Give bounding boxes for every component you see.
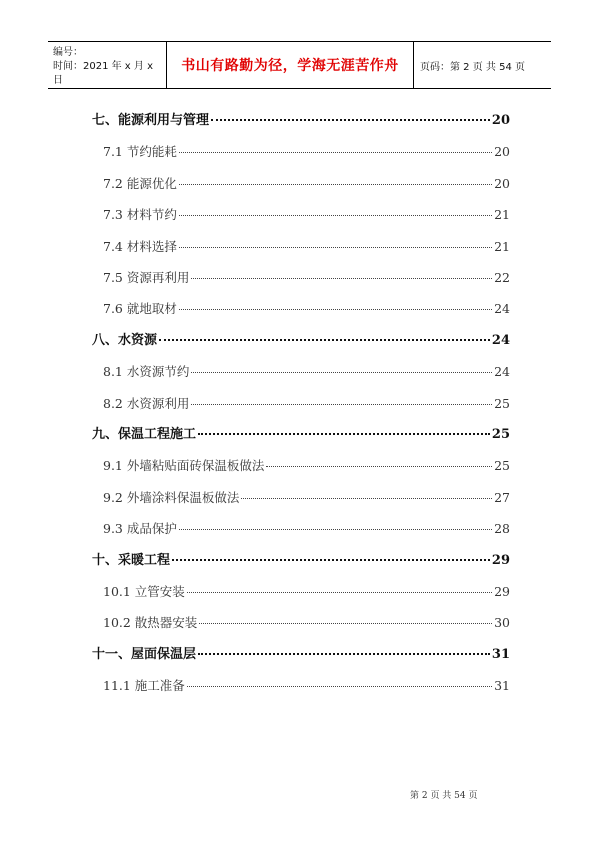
toc-dot-leader bbox=[179, 152, 492, 153]
toc-dot-leader bbox=[211, 119, 490, 121]
toc-entry-page: 21 bbox=[494, 239, 510, 254]
toc-entry-page: 31 bbox=[494, 678, 510, 693]
toc-entry-title: 7.5 资源再利用 bbox=[103, 270, 190, 285]
toc-section-row[interactable] bbox=[103, 300, 510, 318]
toc-entry-page: 21 bbox=[494, 207, 510, 222]
toc-entry-title: 9.1 外墙粘贴面砖保温板做法 bbox=[103, 458, 265, 473]
toc-dot-leader bbox=[179, 247, 492, 248]
toc-entry-title: 八、水资源 bbox=[92, 333, 158, 348]
toc-entry-title: 7.1 节约能耗 bbox=[103, 144, 177, 159]
toc-dot-leader bbox=[191, 278, 492, 279]
toc-chapter-row[interactable] bbox=[92, 646, 510, 664]
toc-section-row[interactable] bbox=[103, 520, 510, 538]
toc-entry-page: 25 bbox=[494, 396, 510, 411]
page-footer: 第 2 页 共 54 页 bbox=[410, 791, 478, 801]
toc-entry-title: 7.6 就地取材 bbox=[103, 301, 177, 316]
toc-entry-title: 九、保温工程施工 bbox=[92, 427, 197, 442]
toc-dot-leader bbox=[187, 686, 492, 687]
toc-entry-title: 10.2 散热器安装 bbox=[103, 615, 198, 630]
toc-entry-title: 7.4 材料选择 bbox=[103, 239, 177, 254]
toc-section-row[interactable] bbox=[103, 457, 510, 475]
toc-section-row[interactable] bbox=[103, 269, 510, 287]
toc-section-row[interactable] bbox=[103, 677, 510, 695]
toc-section-row[interactable] bbox=[103, 206, 510, 224]
toc-chapter-row[interactable] bbox=[92, 426, 510, 444]
toc-section-row[interactable] bbox=[103, 583, 510, 601]
toc-entry-page: 29 bbox=[491, 553, 510, 568]
toc-entry-title: 9.3 成品保护 bbox=[103, 521, 177, 536]
toc-section-row[interactable] bbox=[103, 238, 510, 256]
toc-entry-title: 11.1 施工准备 bbox=[103, 678, 185, 693]
toc-section-row[interactable] bbox=[103, 143, 510, 161]
toc-dot-leader bbox=[199, 623, 492, 624]
toc-dot-leader bbox=[179, 184, 492, 185]
serial-label: 编号： bbox=[53, 47, 83, 58]
toc-entry-page: 24 bbox=[491, 333, 510, 348]
toc-entry-page: 28 bbox=[494, 521, 510, 536]
toc-entry-title: 8.1 水资源节约 bbox=[103, 364, 190, 379]
toc-dot-leader bbox=[179, 529, 492, 530]
toc-entry-page: 24 bbox=[494, 364, 510, 379]
toc-entry-page: 20 bbox=[494, 176, 510, 191]
toc-entry-page: 20 bbox=[491, 113, 510, 128]
toc-dot-leader bbox=[266, 466, 492, 467]
header-motto: 书山有路勤为径，学海无涯苦作舟 bbox=[167, 42, 414, 88]
toc-entry-title: 7.2 能源优化 bbox=[103, 176, 177, 191]
toc-entry-title: 10.1 立管安装 bbox=[103, 584, 185, 599]
toc-entry-page: 22 bbox=[494, 270, 510, 285]
toc-dot-leader bbox=[198, 653, 490, 655]
toc-section-row[interactable] bbox=[103, 489, 510, 507]
toc-section-row[interactable] bbox=[103, 395, 510, 413]
toc-dot-leader bbox=[241, 498, 492, 499]
toc-entry-title: 8.2 水资源利用 bbox=[103, 396, 190, 411]
toc-dot-leader bbox=[179, 309, 492, 310]
toc-entry-page: 27 bbox=[494, 490, 510, 505]
header-page-info: 页码：第 2 页 共 54 页 bbox=[420, 61, 525, 73]
toc-entry-page: 24 bbox=[494, 301, 510, 316]
toc-dot-leader bbox=[172, 559, 490, 561]
toc-entry-page: 31 bbox=[491, 647, 510, 662]
toc-entry-title: 十一、屋面保温层 bbox=[92, 647, 197, 662]
toc-entry-title: 9.2 外墙涂料保温板做法 bbox=[103, 490, 240, 505]
toc-entry-page: 25 bbox=[494, 458, 510, 473]
header-meta bbox=[48, 42, 167, 88]
toc-entry-title: 十、采暖工程 bbox=[92, 553, 171, 568]
toc-entry-page: 25 bbox=[491, 427, 510, 442]
toc-chapter-row[interactable] bbox=[92, 112, 510, 130]
toc-chapter-row[interactable] bbox=[92, 332, 510, 350]
toc-entry-page: 29 bbox=[494, 584, 510, 599]
toc-section-row[interactable] bbox=[103, 175, 510, 193]
toc-entry-page: 20 bbox=[494, 144, 510, 159]
toc-section-row[interactable] bbox=[103, 363, 510, 381]
toc-chapter-row[interactable] bbox=[92, 552, 510, 570]
toc-entry-page: 30 bbox=[494, 615, 510, 630]
time-label: 时间：2021 年 x 月 x 日 bbox=[53, 61, 153, 86]
toc-dot-leader bbox=[179, 215, 492, 216]
toc-dot-leader bbox=[187, 592, 492, 593]
toc-dot-leader bbox=[191, 404, 492, 405]
page-header bbox=[48, 41, 551, 89]
toc-entry-title: 7.3 材料节约 bbox=[103, 207, 177, 222]
toc-dot-leader bbox=[159, 339, 490, 341]
toc-section-row[interactable] bbox=[103, 614, 510, 632]
toc-entry-title: 七、能源利用与管理 bbox=[92, 113, 210, 128]
toc-dot-leader bbox=[191, 372, 492, 373]
toc-dot-leader bbox=[198, 433, 490, 435]
